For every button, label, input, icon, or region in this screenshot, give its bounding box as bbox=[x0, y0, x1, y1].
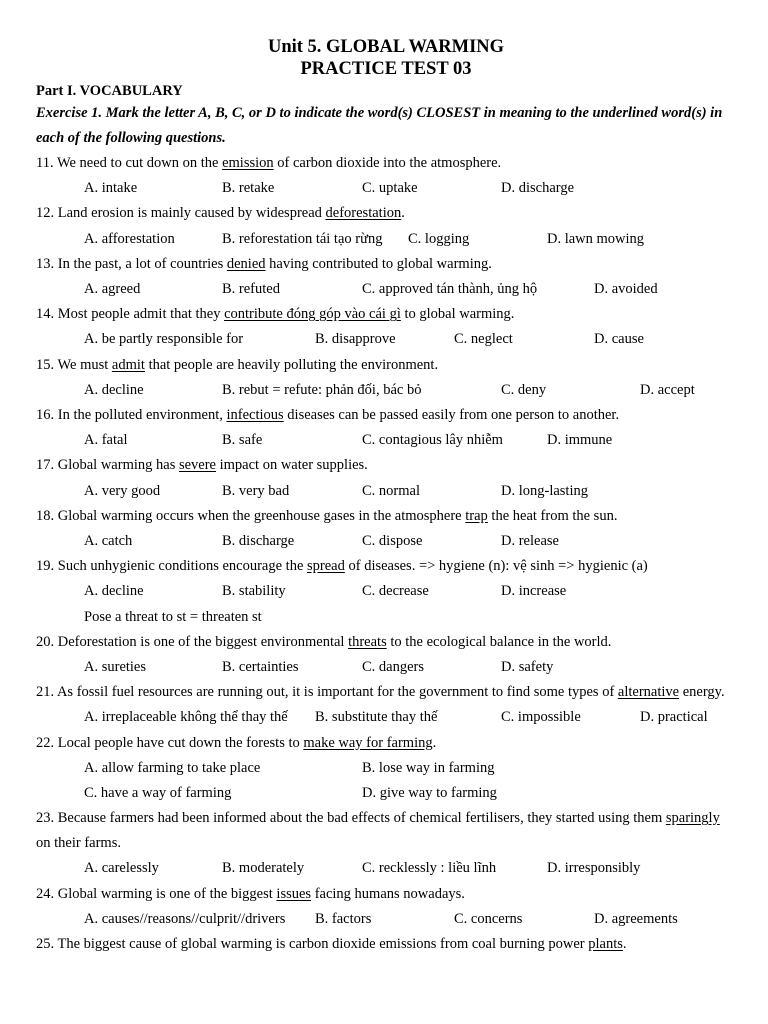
question-text: that people are heavily polluting the environment. bbox=[144, 356, 439, 373]
options-row bbox=[36, 479, 736, 504]
question-text: Land erosion is mainly caused by widespread bbox=[54, 205, 326, 222]
answer-option: D. cause bbox=[594, 331, 644, 348]
underlined-word: alternative bbox=[617, 684, 680, 701]
question-text: . bbox=[432, 734, 437, 751]
underlined-word: plants bbox=[588, 936, 623, 953]
answer-option: C. decrease bbox=[362, 583, 429, 600]
answer-option: C. deny bbox=[501, 381, 547, 398]
question-text: Global warming is one of the biggest bbox=[54, 885, 277, 902]
question-stem bbox=[36, 504, 736, 529]
options-row bbox=[36, 655, 736, 680]
answer-option: B. disapprove bbox=[315, 331, 396, 348]
question-text: the heat from the sun. bbox=[487, 507, 618, 524]
answer-option: A. catch bbox=[84, 532, 133, 549]
answer-option: D. discharge bbox=[501, 180, 575, 197]
question-list bbox=[36, 151, 736, 957]
question-number: 17. bbox=[36, 457, 55, 474]
question-text: In the polluted environment, bbox=[54, 406, 227, 423]
answer-option: D. agreements bbox=[594, 910, 678, 927]
options-row bbox=[36, 378, 736, 403]
question-text: The biggest cause of global warming is carbon dioxide emissions from coal burning power bbox=[54, 936, 589, 953]
answer-option: C. uptake bbox=[362, 180, 418, 197]
question-stem bbox=[36, 151, 736, 176]
question-stem bbox=[36, 680, 736, 705]
handwritten-note: Pose a threat to st = threaten st bbox=[84, 608, 262, 625]
exercise-instruction: Exercise 1. Mark the letter A, B, C, or D to indicate the word(s) CLOSEST in meaning to the underlined word(s) in each of the following questions. bbox=[36, 105, 723, 146]
question-number: 13. bbox=[36, 255, 55, 272]
options-row bbox=[36, 856, 736, 881]
question-stem bbox=[36, 302, 736, 327]
options-row bbox=[36, 705, 736, 730]
answer-option: B. reforestation tái tạo rừng bbox=[222, 230, 383, 247]
answer-option: A. afforestation bbox=[84, 230, 175, 247]
answer-option: C. approved tán thành, ủng hộ bbox=[362, 280, 538, 297]
question-number: 20. bbox=[36, 633, 55, 650]
question-text: Such unhygienic conditions encourage the bbox=[54, 558, 308, 575]
question-text: Because farmers had been informed about the bad effects of chemical fertilisers, they started using them bbox=[54, 810, 666, 827]
part-heading: Part I. VOCABULARY bbox=[36, 83, 183, 99]
question-stem bbox=[36, 252, 736, 277]
question-number: 21. bbox=[36, 684, 55, 701]
question-number: 12. bbox=[36, 205, 55, 222]
question-text: . bbox=[401, 205, 405, 222]
answer-option: A. fatal bbox=[84, 432, 128, 449]
options-row bbox=[36, 428, 736, 453]
question-text: We must bbox=[54, 356, 112, 373]
question-number: 11. bbox=[36, 155, 54, 171]
answer-option: A. decline bbox=[84, 583, 144, 600]
answer-option: A. very good bbox=[84, 482, 161, 499]
question-text: having contributed to global warming. bbox=[265, 255, 492, 272]
question-stem bbox=[36, 201, 736, 226]
answer-option: D. safety bbox=[501, 658, 554, 675]
answer-option: C. impossible bbox=[501, 709, 581, 726]
underlined-word: trap bbox=[465, 507, 488, 524]
question-text: . bbox=[622, 936, 627, 953]
question-text: Most people admit that they bbox=[54, 306, 225, 323]
answer-option: B. lose way in farming bbox=[362, 759, 495, 776]
title-line-1: Unit 5. GLOBAL WARMING bbox=[267, 37, 505, 57]
question-text: Global warming has bbox=[54, 457, 179, 474]
question-stem bbox=[36, 403, 736, 428]
underlined-word: threats bbox=[348, 633, 387, 650]
answer-option: C. have a way of farming bbox=[84, 784, 232, 801]
options-row bbox=[36, 781, 736, 806]
question-text: We need to cut down on the bbox=[53, 155, 223, 171]
question-text: of carbon dioxide into the atmosphere. bbox=[273, 155, 502, 171]
question-number: 15. bbox=[36, 356, 55, 373]
question-text: Local people have cut down the forests to bbox=[54, 734, 304, 751]
answer-option: D. give way to farming bbox=[362, 784, 497, 801]
options-row bbox=[36, 176, 736, 201]
question-text: Deforestation is one of the biggest environmental bbox=[54, 633, 349, 650]
answer-option: C. recklessly : liều lĩnh bbox=[362, 860, 497, 877]
answer-option: B. moderately bbox=[222, 860, 305, 877]
answer-option: A. intake bbox=[84, 180, 138, 197]
options-row bbox=[36, 327, 736, 352]
question-stem bbox=[36, 932, 736, 957]
options-row bbox=[36, 277, 736, 302]
answer-option: B. very bad bbox=[222, 482, 290, 499]
underlined-word: severe bbox=[178, 457, 216, 474]
answer-option: A. decline bbox=[84, 381, 144, 398]
answer-option: D. lawn mowing bbox=[547, 230, 645, 247]
answer-option: A. agreed bbox=[84, 280, 141, 297]
question-text: diseases can be passed easily from one person to another. bbox=[283, 406, 620, 423]
question-number: 19. bbox=[36, 558, 55, 575]
answer-option: D. increase bbox=[501, 583, 567, 600]
question-text: on their farms. bbox=[36, 835, 121, 852]
answer-option: B. substitute thay thế bbox=[315, 709, 438, 726]
worksheet-page bbox=[36, 36, 736, 957]
underlined-word: denied bbox=[226, 255, 266, 272]
answer-option: C. logging bbox=[408, 230, 470, 247]
answer-option: B. certainties bbox=[222, 658, 299, 675]
answer-option: C. dangers bbox=[362, 658, 425, 675]
question-number: 24. bbox=[36, 885, 55, 902]
underlined-word: spread bbox=[307, 558, 345, 575]
answer-option: D. immune bbox=[547, 432, 613, 449]
question-number: 22. bbox=[36, 734, 55, 751]
options-row bbox=[36, 227, 736, 252]
answer-option: B. rebut = refute: phản đối, bác bỏ bbox=[222, 381, 422, 398]
underlined-word: admit bbox=[111, 356, 145, 373]
answer-option: D. practical bbox=[640, 709, 708, 726]
answer-option: D. accept bbox=[640, 381, 695, 398]
answer-option: B. safe bbox=[222, 432, 263, 449]
answer-option: A. carelessly bbox=[84, 860, 159, 877]
answer-option: C. neglect bbox=[454, 331, 513, 348]
question-stem bbox=[36, 731, 736, 756]
underlined-word: make way for farming bbox=[303, 734, 433, 751]
answer-option: D. irresponsibly bbox=[547, 860, 641, 877]
options-row bbox=[36, 579, 736, 604]
answer-option: C. contagious lây nhiễm bbox=[362, 432, 503, 449]
answer-option: A. allow farming to take place bbox=[84, 759, 261, 776]
question-stem bbox=[36, 353, 736, 378]
answer-option: A. be partly responsible for bbox=[84, 331, 244, 348]
question-text: of diseases. => hygiene (n): vệ sinh => hygienic (a) bbox=[344, 558, 648, 575]
question-number: 25. bbox=[36, 936, 55, 953]
question-text: energy. bbox=[679, 684, 725, 701]
answer-option: D. release bbox=[501, 532, 559, 549]
answer-option: D. long-lasting bbox=[501, 482, 588, 499]
question-text: to the ecological balance in the world. bbox=[386, 633, 612, 650]
question-stem bbox=[36, 630, 736, 655]
underlined-word: deforestation bbox=[325, 205, 402, 222]
answer-option: B. factors bbox=[315, 910, 372, 927]
question-stem bbox=[36, 554, 736, 579]
options-row bbox=[36, 907, 736, 932]
underlined-word: contribute đóng góp vào cái gì bbox=[224, 306, 401, 323]
answer-option: C. dispose bbox=[362, 532, 423, 549]
answer-option: C. normal bbox=[362, 482, 420, 499]
question-number: 16. bbox=[36, 406, 55, 423]
title-line-2: PRACTICE TEST 03 bbox=[300, 59, 472, 79]
question-number: 14. bbox=[36, 306, 55, 323]
options-row bbox=[36, 529, 736, 554]
question-text: As fossil fuel resources are running out, it is important for the government to find some types of bbox=[54, 684, 618, 701]
question-text: impact on water supplies. bbox=[216, 457, 368, 474]
answer-option: A. irreplaceable không thể thay thế bbox=[84, 709, 288, 726]
question-number: 18. bbox=[36, 507, 55, 524]
answer-option: B. retake bbox=[222, 180, 275, 197]
underlined-word: emission bbox=[222, 155, 274, 171]
question-text: to global warming. bbox=[400, 306, 515, 323]
underlined-word: issues bbox=[276, 885, 312, 902]
answer-option: B. stability bbox=[222, 583, 286, 600]
question-stem bbox=[36, 882, 736, 907]
question-stem bbox=[36, 806, 736, 856]
options-row bbox=[36, 756, 736, 781]
answer-option: B. discharge bbox=[222, 532, 295, 549]
answer-option: D. avoided bbox=[594, 280, 658, 297]
answer-option: A. causes//reasons//culprit//drivers bbox=[84, 910, 286, 927]
question-text: facing humans nowadays. bbox=[311, 885, 465, 902]
answer-option: C. concerns bbox=[454, 910, 523, 927]
question-text: Global warming occurs when the greenhouse gases in the atmosphere bbox=[54, 507, 466, 524]
question-stem bbox=[36, 453, 736, 478]
question-text: In the past, a lot of countries bbox=[54, 255, 227, 272]
underlined-word: infectious bbox=[226, 406, 284, 423]
question-number: 23. bbox=[36, 810, 55, 827]
answer-option: A. sureties bbox=[84, 658, 147, 675]
answer-option: B. refuted bbox=[222, 280, 280, 297]
underlined-word: sparingly bbox=[665, 810, 720, 827]
